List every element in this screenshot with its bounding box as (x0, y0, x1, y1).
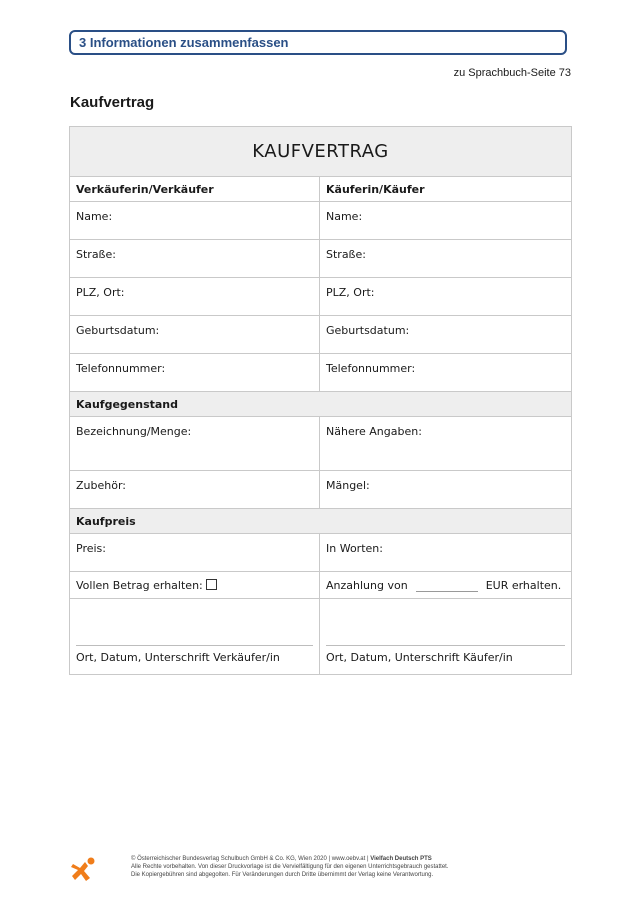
deposit-cell (320, 572, 572, 599)
full-amount-cell (70, 572, 320, 599)
price-section-header: Kaufpreis (70, 509, 572, 534)
full-amount-checkbox[interactable] (206, 579, 217, 590)
seller-street-field[interactable]: Straße: (70, 240, 320, 278)
page-heading: Kaufvertrag (70, 94, 155, 111)
deposit-suffix: EUR erhalten. (485, 578, 562, 592)
seller-name-field[interactable]: Name: (70, 202, 320, 240)
deposit-prefix: Anzahlung von (326, 578, 408, 592)
page-reference: zu Sprachbuch-Seite 73 (453, 67, 571, 79)
seller-signature-line (76, 645, 313, 646)
defects-field[interactable]: Mängel: (320, 471, 572, 509)
footer-line1: © Österreichischer Bundesverlag Schulbuch GmbH & Co. KG, Wien 2020 | www.oebv.at | (131, 856, 371, 862)
accessories-field[interactable]: Zubehör: (70, 471, 320, 509)
form-title: KAUFVERTRAG (70, 127, 572, 177)
buyer-signature-cell[interactable] (320, 599, 572, 675)
chapter-title: 3 Informationen zusammenfassen (69, 30, 567, 55)
seller-city-field[interactable]: PLZ, Ort: (70, 278, 320, 316)
buyer-birthdate-field[interactable]: Geburtsdatum: (320, 316, 572, 354)
full-amount-label: Vollen Betrag erhalten: (76, 578, 203, 592)
contract-form (69, 126, 572, 675)
seller-signature-label: Ort, Datum, Unterschrift Verkäufer/in (76, 651, 280, 664)
item-details-field[interactable]: Nähere Angaben: (320, 417, 572, 471)
buyer-phone-field[interactable]: Telefonnummer: (320, 354, 572, 392)
seller-birthdate-field[interactable]: Geburtsdatum: (70, 316, 320, 354)
copyright-notice (131, 855, 449, 879)
buyer-street-field[interactable]: Straße: (320, 240, 572, 278)
footer-line3: Die Kopiergebühren sind abgegolten. Für Veränderungen durch Dritte übernimmt der Verlag keine Verantwortung. (131, 872, 434, 878)
price-words-field[interactable]: In Worten: (320, 534, 572, 572)
buyer-city-field[interactable]: PLZ, Ort: (320, 278, 572, 316)
buyer-signature-line (326, 645, 565, 646)
seller-signature-cell[interactable] (70, 599, 320, 675)
seller-header: Verkäuferin/Verkäufer (70, 177, 320, 202)
buyer-header: Käuferin/Käufer (320, 177, 572, 202)
oebv-logo-icon (70, 856, 98, 884)
deposit-amount-blank[interactable] (416, 591, 478, 592)
buyer-signature-label: Ort, Datum, Unterschrift Käufer/in (326, 651, 513, 664)
item-description-field[interactable]: Bezeichnung/Menge: (70, 417, 320, 471)
footer-line2: Alle Rechte vorbehalten. Von dieser Druckvorlage ist die Vervielfältigung für den eigenen Unterrichtsgebrauch gestattet. (131, 864, 449, 870)
buyer-name-field[interactable]: Name: (320, 202, 572, 240)
price-field[interactable]: Preis: (70, 534, 320, 572)
seller-phone-field[interactable]: Telefonnummer: (70, 354, 320, 392)
footer-product-name: Vielfach Deutsch PTS (370, 856, 432, 862)
item-section-header: Kaufgegenstand (70, 392, 572, 417)
